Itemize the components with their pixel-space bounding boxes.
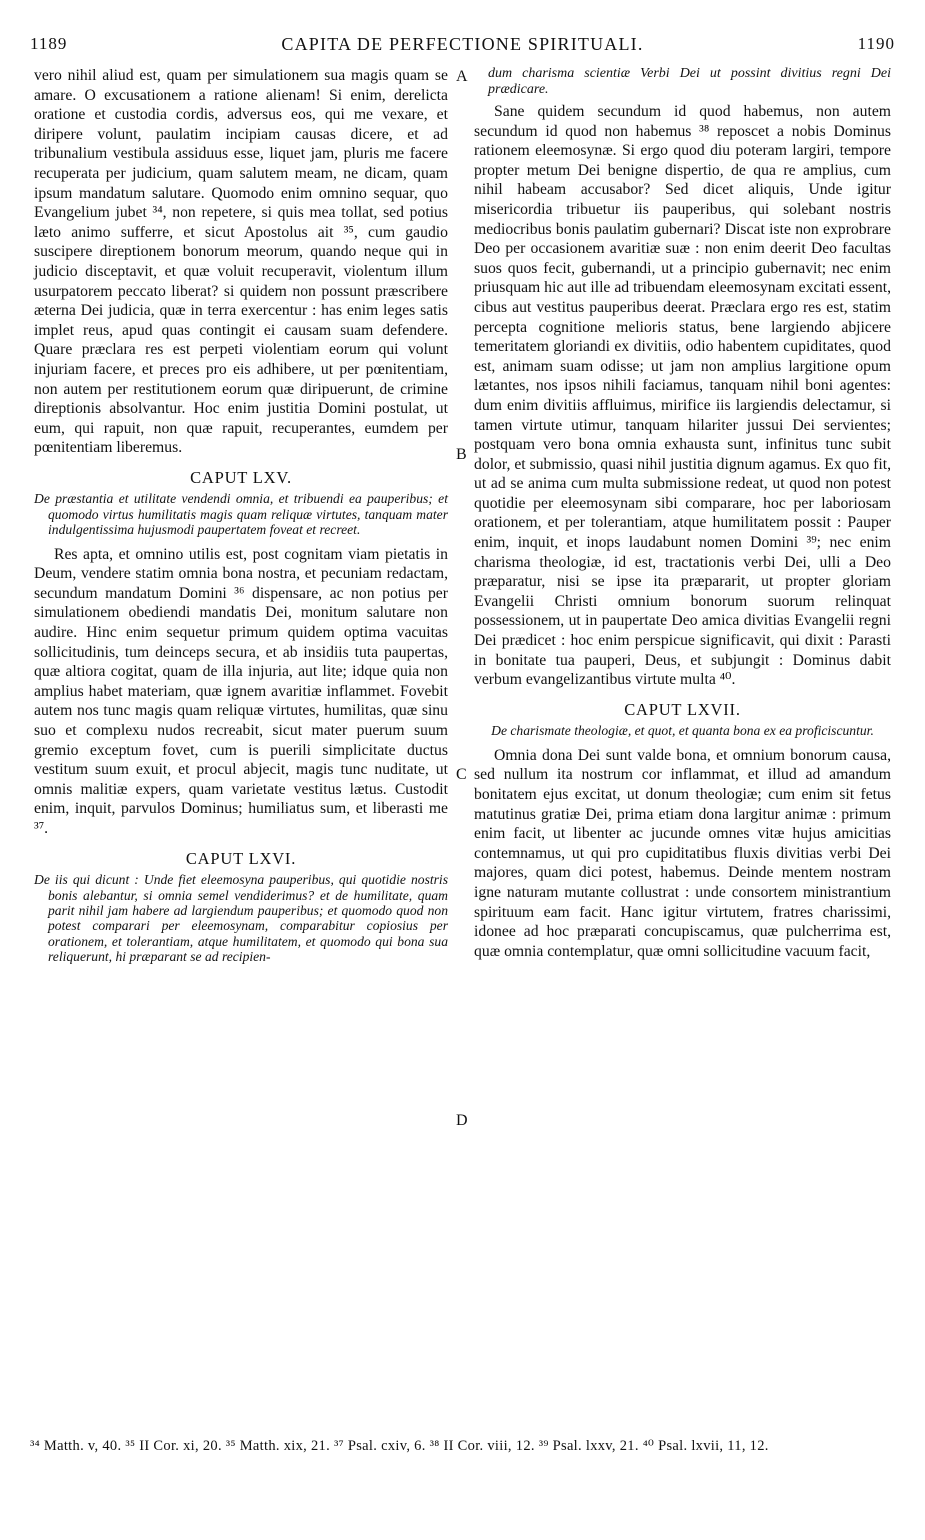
chapter-summary-66-continued: dum charisma scientiæ Verbi Dei ut possint divitius regni Dei prædicare.: [488, 66, 891, 97]
margin-letter-c: C: [456, 766, 467, 783]
margin-letter-a: A: [456, 68, 468, 85]
chapter-heading-67: CAPUT LXVII.: [624, 699, 741, 719]
page-number-right: 1190: [857, 34, 895, 53]
page-header: [30, 34, 895, 58]
right-paragraph-2: Omnia dona Dei sunt valde bona, et omnium bonorum causa, sed nullum ita nostrum cor inflammat, et illud ad amandum bonitatem ejus excitat, ut donum theologiæ; cum enim sit fetus matutinus gratiæ Dei, prima etiam dona largitur animæ : primum enim facit, ut libenter ac jucunde omnes vitæ hujus amicitias contemnamus, ut qui pro cupiditatibus fluxis divitias verbi Dei majores, quam dici potest, habemus. Deinde mentem nostram igne naturam mutante collustrat : unde consortem ministrantium spirituum eam facit. Hanc igitur virtutem, fratres charissimi, idonee ad hoc præparati concupiscamus, quæ pulcherrima est, quæ omnia contemplatur, quæ omni sollicitudine vacuum facit,: [474, 746, 891, 960]
margin-letter-b: B: [456, 446, 467, 463]
running-title: CAPITA DE PERFECTIONE SPIRITUALI.: [281, 34, 644, 54]
right-column: [474, 66, 891, 961]
margin-letter-d: D: [456, 1112, 468, 1129]
left-paragraph-1: vero nihil aliud est, quam per simulationem sua magis quam se amare. O excusationem a ratione alienam! Si enim, derelicta oratione et custodia cordis, adversus eos, qui me vexare, et diripere volunt, paulatim incipiam causas dicere, et ad tribunalium vestibula assiduus esse, liquet jam, pluris me facere recuperata per judicium, quam salutem meam, ne dicam, quam ipsum mandatum salutare. Quomodo enim omnino sequar, quo Evangelium jubet ³⁴, non repetere, si quis mea tollat, sed potius læto animo sufferre, et sicut Apostolus ait ³⁵, cum gaudio suscipere direptionem bonorum meorum, quando neque qui in judicio disceptavit, et quæ voluit recuperavit, violentum illum usurpatorem peccato liberat? si quidem non possunt præscribere æterna Dei judicia, quæ in terra exercentur : has enim leges satis implet reus, apud quas contingit ei causam suam defendere. Quare præclara res est perpeti violentiam eorum qui volunt injuriam facere, et preces pro eis adhibere, ut per pœnitentiam, non autem per restitutionem eorum quæ diripuerunt, de crimine direptionis absolvantur. Hoc enim justitia Domini postulat, ut eum, qui rapuit, non quæ rapuit, recuperantes, eumdem per pœnitentiam liberemus.: [34, 67, 448, 457]
page-number-left: 1189: [30, 34, 68, 53]
chapter-heading-65: CAPUT LXV.: [190, 467, 292, 487]
left-paragraph-2: Res apta, et omnino utilis est, post cognitam viam pietatis in Deum, vendere statim omnia bona nostra, et pecuniam redactam, secundum mandatum Domini ³⁶ dispensare, ac non potius per simulationem obediendi mandatis Dei, monitum salutare non audire. Hinc enim sequetur primum quidem optima vacuitas sollicitudinis, tum deinceps secura, et ab insidiis tuta paupertas, quæ altiora cogitat, quam de illa injuria, aut lite; idque quia non amplius habet materiam, quæ ignem avaritiæ inflammet. Fovebit autem nos tunc magis quam reliquæ virtutes, humilitas, quæ sinu suo et complexu nudos recreabit, sicut mater puerum suum gremio exceptum fovet, cum is puerili simplicitate ductus vestitum suum exuit, et procul abjecit, magis tunc nuditate, ut omnis malitiæ expers, quam varietate vestitus lætus. Custodit enim, inquit, parvulos Dominus; humiliatus sum, et liberasti me ³⁷.: [34, 545, 448, 837]
right-paragraph-1: Sane quidem secundum id quod habemus, non autem secundum id quod non habemus ³⁸ reposcet a nobis Dominus rationem eleemosynæ. Si ergo quod diu poteram largiri, tempore propter metum Dei benigne dispertio, de qua re amplius, cum nihil habeam accusabor? Sed dicet aliquis, Unde igitur misericordia tribuetur iis pauperibus, qui solebant nostris mediocribus bonis paulatim gubernari? Discat iste non exprobrare Deo per occasionem avaritiæ suæ : non enim deerit Deo facultas suos quos fecit, gubernandi, ut a principio gubernavit; nec enim priusquam hic aut ille ad tribuendam eleemosynam excitati essent, cibus aut vestitus pauperibus deerat. Præclara ergo res est, statim percepta cognitione melioris status, bene largiendo abjicere temeritatem gloriandi ex divitiis, odio habentem cupiditates, quod est, animam suam odisse; ut jam non amplius largitione opum lætantes, nos ipsos nihili faciamus, tanquam nihil boni agentes: dum enim divitiis affluimus, mirifice iis largiendis delectamur, si tamen virtute utimur, tanquam hilariter jussui Dei servientes; postquam vero bona omnia exhausta sunt, infinitus tunc subit dolor, et submissio, quasi nihil justitia dignum agamus. Ex quo fit, ut ad se anima cum multa submissione redeat, ut quod non potest quotidie per eleemosynam sibi comparare, hoc per laboriosam orationem, et per tolerantiam, atque humilitatem possit : Pauper enim, inquit, et inops laudabunt nomen Domini ³⁹; nec enim charisma theologiæ, id est, tractationis verbi Dei, ulli a Deo præparatur, nisi se ipse ita præpararit, ut propter gloriam Evangelii Christi omnium bonorum suorum relinquat possessionem, ut in paupertate Deo amica divitias Evangelii regni Dei prædicet : hoc enim perspicue significavit, qui dixit : Parasti in bonitate tua pauperi, Deus, et subjungit : Dominus dabit verbum evangelizantibus virtute multa ⁴⁰.: [474, 103, 891, 689]
chapter-summary-66: De iis qui dicunt : Unde fiet eleemosyna pauperibus, qui quotidie nostris bonis alebantur, si omnia semel vendiderimus? et de humilitate, quam parit nihil jam habere ad largiendum pauperibus; et quomodo quod non potest comparari per eleemosynam, comparabitur copiosius per orationem, et tolerantiam, atque humilitatem, et quomodo qui bona sua reliquerunt, hi præparant se ad recipien-: [34, 872, 448, 965]
chapter-summary-65: De præstantia et utilitate vendendi omnia, et tribuendi ea pauperibus; et quomodo virtus humilitatis magis quam reliquæ virtutes, tanquam mater indulgentissima hujusmodi paupertatem foveat et recreet.: [34, 491, 448, 538]
left-column: [34, 66, 448, 972]
chapter-heading-66: CAPUT LXVI.: [185, 848, 297, 868]
chapter-summary-67: De charismate theologiæ, et quot, et quanta bona ex ea proficiscuntur.: [491, 723, 874, 739]
footnotes: ³⁴ Matth. v, 40. ³⁵ II Cor. xi, 20. ³⁵ Matth. xix, 21. ³⁷ Psal. cxiv, 6. ³⁸ II Cor. viii, 12. ³⁹ Psal. lxxv, 21. ⁴⁰ Psal. lxvii, 11, 12.: [30, 1438, 769, 1454]
